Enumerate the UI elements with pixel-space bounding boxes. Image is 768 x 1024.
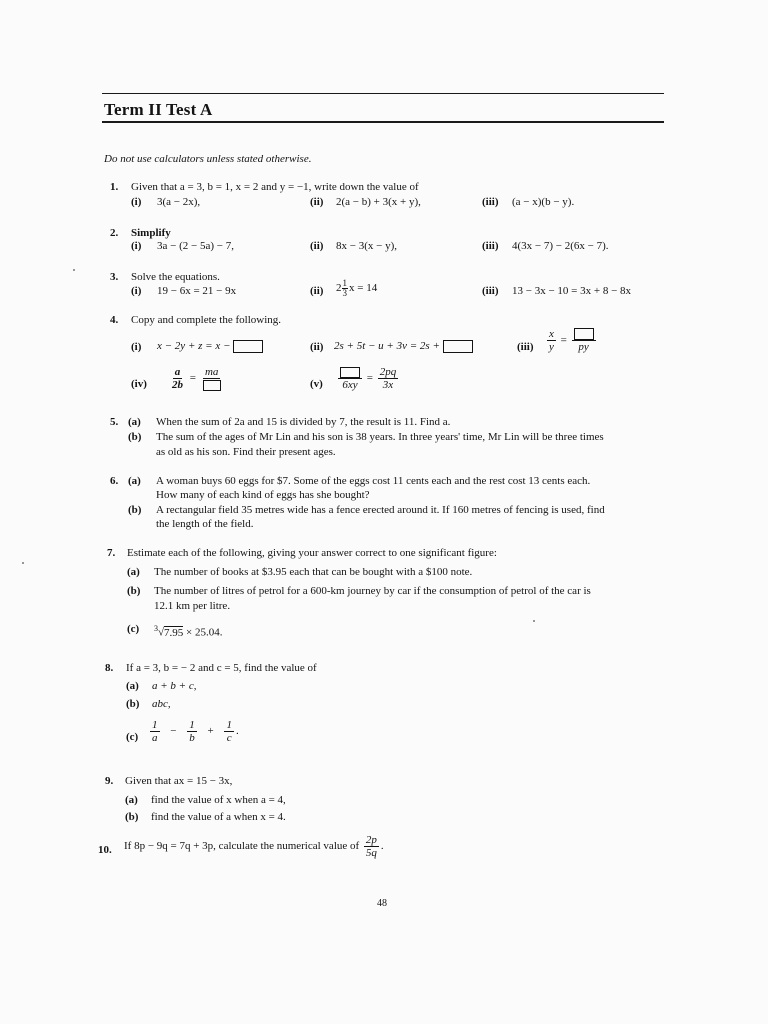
page-number: 48 xyxy=(377,898,387,909)
part-text: The number of books at $3.95 each that can be bought with a $100 note. xyxy=(154,566,473,578)
part-text: 19 − 6x = 21 − 9x xyxy=(157,285,237,297)
fraction-numerator: 1 xyxy=(226,719,232,731)
blank-box xyxy=(574,328,594,340)
question-number: 3. xyxy=(110,271,119,283)
part-label: (a) xyxy=(128,416,141,428)
fraction-denominator: py xyxy=(578,341,589,354)
part-label: (v) xyxy=(310,378,323,390)
part-text: A woman buys 60 eggs for $7. Some of the eggs cost 11 cents each and the rest cost 13 cents each. xyxy=(156,475,591,487)
part-text: 3a − (2 − 5a) − 7, xyxy=(157,240,234,252)
fraction xyxy=(150,719,160,744)
equals-sign: = xyxy=(366,372,373,385)
fraction xyxy=(170,366,185,391)
part-label: (i) xyxy=(131,196,142,208)
part-text-continued: the length of the field. xyxy=(156,518,254,530)
part-text: When the sum of 2a and 15 is divided by 7, the result is 11. Find a. xyxy=(156,416,451,428)
part-text: The sum of the ages of Mr Lin and his son is 38 years. In three years' time, Mr Lin will be three times xyxy=(156,431,604,443)
radicand: 7.95 xyxy=(164,626,184,639)
instructions: Do not use calculators unless stated otherwise. xyxy=(104,153,312,165)
fraction-denominator: 3 xyxy=(342,288,347,298)
part-text: 4(3x − 7) − 2(6x − 7). xyxy=(512,240,609,252)
radical-sign-icon: √ xyxy=(158,626,165,639)
part-text: 8x − 3(x − y), xyxy=(336,240,397,252)
part-label: (c) xyxy=(127,623,140,635)
fraction-denominator: b xyxy=(189,732,195,744)
fraction-numerator: a xyxy=(174,366,181,378)
part-label: (b) xyxy=(128,431,142,443)
fraction xyxy=(572,328,596,353)
fraction-numerator: 2pq xyxy=(379,366,397,378)
question-number: 7. xyxy=(107,547,116,559)
part-label: (i) xyxy=(131,285,142,297)
part-text: 3(a − 2x), xyxy=(157,196,201,208)
part-label: (iv) xyxy=(131,378,147,390)
question-stem: Given that ax = 15 − 3x, xyxy=(125,775,233,787)
part-text: 2(a − b) + 3(x + y), xyxy=(336,196,421,208)
question-number: 9. xyxy=(105,775,114,787)
fraction-numerator: x xyxy=(549,328,554,341)
equals-sign: = xyxy=(189,372,196,385)
fraction-equation xyxy=(336,366,400,391)
part-label: (b) xyxy=(126,698,140,710)
part-label: (iii) xyxy=(482,285,499,297)
cube-root-expression xyxy=(154,622,223,640)
part-label: (b) xyxy=(127,585,141,597)
fraction xyxy=(201,366,223,391)
blank-box xyxy=(340,367,360,378)
part-label: (b) xyxy=(125,811,139,823)
blank-box xyxy=(443,340,473,353)
fraction-expression xyxy=(148,719,239,744)
part-text: abc, xyxy=(152,698,171,710)
mixed-fraction xyxy=(342,279,349,298)
part-label: (ii) xyxy=(310,196,324,208)
fraction-numerator: 2p xyxy=(365,834,377,846)
question-stem: Copy and complete the following. xyxy=(131,314,281,326)
question-number: 5. xyxy=(110,416,119,428)
fraction-numerator: 1 xyxy=(189,719,195,731)
blank-box xyxy=(233,340,263,353)
period: . xyxy=(380,840,384,853)
fraction xyxy=(547,328,556,353)
part-label: (iii) xyxy=(517,341,534,353)
part-label: (ii) xyxy=(310,240,324,252)
fraction-denominator xyxy=(201,379,223,391)
question-text xyxy=(124,834,384,859)
question-number: 1. xyxy=(110,181,119,193)
fraction xyxy=(338,366,362,391)
part-text-continued: 12.1 km per litre. xyxy=(154,600,231,612)
minus-sign: − xyxy=(170,725,177,738)
part-text: a + b + c, xyxy=(152,680,197,692)
part-text: The number of litres of petrol for a 600-km journey by car if the consumption of petrol of the car is xyxy=(154,585,591,597)
part-label: (ii) xyxy=(310,285,324,297)
top-rule xyxy=(102,93,664,94)
fraction-denominator: 2b xyxy=(172,379,183,391)
fraction xyxy=(187,719,197,744)
part-text: 13 − 3x − 10 = 3x + 8 − 8x xyxy=(512,285,632,297)
question-number: 2. xyxy=(110,227,119,239)
part-text: find the value of a when x = 4. xyxy=(151,811,286,823)
question-number: 6. xyxy=(110,475,119,487)
part-label: (a) xyxy=(127,566,140,578)
part-label: (b) xyxy=(128,504,142,516)
part-label: (iii) xyxy=(482,240,499,252)
question-number: 10. xyxy=(98,844,112,856)
fraction-denominator: 3x xyxy=(382,379,394,391)
fraction xyxy=(364,834,379,859)
blank-box xyxy=(203,380,221,391)
part-label: (a) xyxy=(126,680,139,692)
part-text: find the value of x when a = 4, xyxy=(151,794,286,806)
question-stem: If a = 3, b = − 2 and c = 5, find the value of xyxy=(126,662,317,674)
fraction-equation xyxy=(545,328,598,353)
fraction-numerator xyxy=(572,328,596,341)
expression-rest: × 25.04. xyxy=(186,626,223,639)
fraction-numerator: 1 xyxy=(342,278,347,288)
expression-text: x − 2y + z = x − xyxy=(157,340,231,352)
fraction-numerator xyxy=(338,366,362,379)
part-expression xyxy=(157,339,263,353)
mixed-whole: 2 xyxy=(336,282,342,295)
fraction-denominator: 6xy xyxy=(342,379,358,391)
part-text-continued: How many of each kind of eggs has she bought? xyxy=(156,489,370,501)
period: . xyxy=(235,725,239,738)
question-stem: Simplify xyxy=(131,227,171,239)
part-text-continued: as old as his son. Find their present ages. xyxy=(156,446,336,458)
part-label: (ii) xyxy=(310,341,324,353)
fraction-denominator: y xyxy=(549,341,554,354)
question-stem: Given that a = 3, b = 1, x = 2 and y = −1, write down the value of xyxy=(131,181,419,193)
equation-rest: x = 14 xyxy=(349,282,378,295)
question-number: 4. xyxy=(110,314,119,326)
part-text: A rectangular field 35 metres wide has a fence erected around it. If 160 metres of fencing is used, find xyxy=(156,504,605,516)
fraction-denominator: c xyxy=(226,732,232,744)
question-number: 8. xyxy=(105,662,114,674)
part-label: (c) xyxy=(126,731,139,743)
expression-text: 2s + 5t − u + 3v = 2s + xyxy=(334,340,440,352)
root-index: 3 xyxy=(154,624,158,633)
part-label: (a) xyxy=(125,794,138,806)
question-stem: Estimate each of the following, giving your answer correct to one significant figure: xyxy=(127,547,497,559)
part-label: (i) xyxy=(131,341,142,353)
part-expression xyxy=(334,339,473,353)
plus-sign: + xyxy=(207,725,214,738)
title-underline xyxy=(102,121,664,123)
question-stem: Solve the equations. xyxy=(131,271,220,283)
part-text: (a − x)(b − y). xyxy=(512,196,575,208)
question-stem: If 8p − 9q = 7q + 3p, calculate the numerical value of xyxy=(124,840,360,853)
part-label: (i) xyxy=(131,240,142,252)
fraction-numerator: 1 xyxy=(152,719,158,731)
part-label: (iii) xyxy=(482,196,499,208)
fraction-equation xyxy=(168,366,225,391)
part-label: (a) xyxy=(128,475,141,487)
fraction-denominator: 5q xyxy=(365,847,377,859)
fraction-numerator: ma xyxy=(204,366,219,378)
equals-sign: = xyxy=(560,334,567,347)
page-title: Term II Test A xyxy=(104,100,213,119)
mixed-number-equation xyxy=(336,279,377,298)
fraction xyxy=(224,719,234,744)
fraction-denominator: a xyxy=(152,732,158,744)
fraction xyxy=(378,366,399,391)
